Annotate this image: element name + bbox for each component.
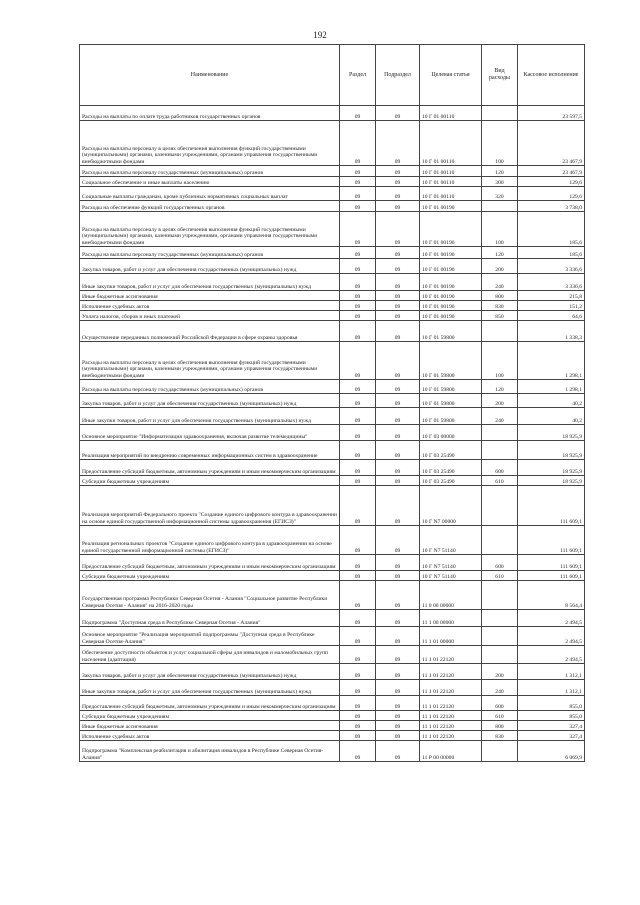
cell-name: Реализация региональных проектов "Создание единого цифрового контура в здравоохранении на основе единой государственной информационной системы (ЕГИСЗ)" [80,526,340,555]
cell-target: 10 Г 01 00190 [420,201,482,212]
cell-amount: 129,6 [518,187,585,201]
cell-target: 10 Г 01 00190 [420,311,482,321]
header-cash: Кассовое исполнение [518,45,585,106]
cell-target: 11 Р 00 00000 [420,741,482,762]
cell-target: 11 1 01 22120 [420,664,482,680]
cell-subsection: 09 [376,321,420,342]
cell-type: 600 [482,696,518,711]
cell-amount: 1 312,1 [518,680,585,696]
cell-type [482,581,518,610]
cell-section: 09 [340,201,376,212]
cell-name: Расходы на выплаты персоналу государственных (муниципальных) органов [80,166,340,177]
cell-type: 200 [482,664,518,680]
table-row [80,121,585,166]
cell-section: 09 [340,731,376,741]
cell-type [482,646,518,664]
cell-target: 10 Г 01 59800 [420,321,482,342]
cell-name: Закупка товаров, работ и услуг для обеспечения государственных (муниципальных) нужд [80,664,340,680]
cell-subsection: 09 [376,425,420,441]
cell-amount: 215,8 [518,291,585,301]
table-row [80,627,585,646]
cell-name: Закупка товаров, работ и услуг для обеспечения государственных (муниципальных) нужд [80,259,340,274]
table-row [80,380,585,394]
cell-name: Подпрограмма "Комплексная реабилитация и абилитация инвалидов в Республике Северная Осетия-Алания" [80,741,340,762]
cell-section: 09 [340,460,376,476]
cell-amount: 1 298,1 [518,342,585,380]
cell-section: 09 [340,311,376,321]
cell-section: 09 [340,301,376,311]
cell-target: 11 1 01 22120 [420,646,482,664]
header-type: Вид расходы [482,45,518,106]
cell-subsection: 09 [376,711,420,721]
cell-section: 09 [340,721,376,731]
table-row [80,166,585,177]
cell-name: Иные закупки товаров, работ и услуг для обеспечения государственных (муниципальных) нужд [80,408,340,425]
cell-target: 10 Г 01 00110 [420,187,482,201]
table-row [80,711,585,721]
cell-type: 320 [482,187,518,201]
cell-name: Исполнение судебных актов [80,301,340,311]
cell-section: 09 [340,274,376,291]
cell-name: Закупка товаров, работ и услуг для обеспечения государственных (муниципальных) нужд [80,394,340,408]
table-row [80,408,585,425]
cell-section: 09 [340,408,376,425]
cell-section: 09 [340,321,376,342]
cell-section: 09 [340,696,376,711]
cell-type: 120 [482,247,518,259]
cell-type: 200 [482,259,518,274]
cell-target: 10 Г 01 00110 [420,121,482,166]
cell-subsection: 09 [376,441,420,460]
cell-amount: 18 925,9 [518,441,585,460]
table-row [80,342,585,380]
cell-type: 240 [482,680,518,696]
cell-amount: 23 467,9 [518,121,585,166]
cell-amount: 8 564,4 [518,581,585,610]
cell-target: 11 0 00 00000 [420,581,482,610]
cell-section: 09 [340,187,376,201]
table-row [80,201,585,212]
cell-target: 10 Г N7 00000 [420,486,482,526]
cell-name: Расходы на выплаты персоналу государственных (муниципальных) органов [80,247,340,259]
cell-subsection: 09 [376,259,420,274]
cell-section: 09 [340,212,376,247]
table-row [80,696,585,711]
cell-type: 610 [482,571,518,581]
cell-subsection: 09 [376,201,420,212]
cell-target: 10 Г 01 00190 [420,259,482,274]
cell-type: 120 [482,166,518,177]
table-row [80,526,585,555]
cell-amount: 64,6 [518,311,585,321]
cell-section: 09 [340,581,376,610]
cell-section: 09 [340,627,376,646]
cell-name: Обеспечение доступности объектов и услуг социальной сферы для инвалидов и маломобильных групп населения (адаптация) [80,646,340,664]
cell-section: 09 [340,177,376,187]
cell-type [482,425,518,441]
cell-target: 10 Г 01 59800 [420,394,482,408]
table-row [80,646,585,664]
cell-type: 600 [482,555,518,571]
cell-subsection: 09 [376,247,420,259]
cell-target: 11 1 01 00000 [420,627,482,646]
cell-subsection: 09 [376,610,420,627]
cell-section: 09 [340,476,376,486]
cell-subsection: 09 [376,476,420,486]
cell-section: 09 [340,121,376,166]
cell-subsection: 09 [376,627,420,646]
cell-amount: 1 298,1 [518,380,585,394]
cell-amount: 2 494,5 [518,627,585,646]
table-row [80,731,585,741]
cell-amount: 40,2 [518,394,585,408]
cell-section: 09 [340,741,376,762]
cell-type: 100 [482,121,518,166]
cell-section: 09 [340,486,376,526]
cell-name: Расходы на выплаты персоналу в целях обеспечения выполнения функций государственными (муниципальными) органами, казенными учреждениями, органами управления государственными внебюджетными фондами [80,212,340,247]
cell-amount: 3 336,6 [518,259,585,274]
cell-subsection: 09 [376,721,420,731]
cell-subsection: 09 [376,121,420,166]
cell-section: 09 [340,711,376,721]
table-row [80,441,585,460]
cell-amount: 23 597,5 [518,106,585,121]
cell-amount: 185,6 [518,212,585,247]
cell-section: 09 [340,610,376,627]
cell-target: 10 Г 03 00000 [420,425,482,441]
cell-subsection: 09 [376,664,420,680]
cell-target: 10 Г 03 25490 [420,476,482,486]
cell-section: 09 [340,291,376,301]
cell-subsection: 09 [376,741,420,762]
cell-section: 09 [340,526,376,555]
cell-amount: 129,6 [518,177,585,187]
cell-amount: 855,0 [518,711,585,721]
cell-subsection: 09 [376,394,420,408]
cell-type [482,526,518,555]
cell-subsection: 09 [376,696,420,711]
table-row [80,555,585,571]
header-section: Раздел [340,45,376,106]
cell-name: Предоставление субсидий бюджетным, автономным учреждениям и иным некоммерческим организациям [80,555,340,571]
cell-name: Иные закупки товаров, работ и услуг для обеспечения государственных (муниципальных) нужд [80,680,340,696]
table-row [80,721,585,731]
cell-target: 10 Г 01 59800 [420,408,482,425]
cell-section: 09 [340,664,376,680]
cell-amount: 18 925,9 [518,460,585,476]
cell-type [482,321,518,342]
table-row [80,291,585,301]
table-row [80,311,585,321]
cell-type [482,741,518,762]
cell-amount: 111 609,1 [518,571,585,581]
cell-type [482,106,518,121]
header-row [80,45,585,106]
cell-name: Субсидии бюджетным учреждениям [80,711,340,721]
cell-section: 09 [340,555,376,571]
cell-name: Предоставление субсидий бюджетным, автономным учреждениям и иным некоммерческим организациям [80,696,340,711]
cell-target: 10 Г N7 51140 [420,571,482,581]
cell-amount: 1 312,1 [518,664,585,680]
cell-subsection: 09 [376,408,420,425]
cell-type [482,610,518,627]
cell-type [482,486,518,526]
cell-name: Социальные выплаты гражданам, кроме публичных нормативных социальных выплат [80,187,340,201]
cell-target: 10 Г 01 00110 [420,106,482,121]
cell-subsection: 09 [376,177,420,187]
table-row [80,259,585,274]
cell-type: 300 [482,177,518,187]
cell-section: 09 [340,259,376,274]
cell-type: 240 [482,408,518,425]
cell-type: 850 [482,311,518,321]
cell-target: 11 1 01 22120 [420,696,482,711]
cell-section: 09 [340,441,376,460]
cell-subsection: 09 [376,460,420,476]
page-number: 192 [313,30,327,40]
cell-name: Основное мероприятие "Реализация мероприятий подпрограммы "Доступная среда в Республике Северная Осетия-Алания" [80,627,340,646]
cell-target: 10 Г 01 00110 [420,166,482,177]
cell-section: 09 [340,425,376,441]
cell-target: 10 Г 01 59800 [420,380,482,394]
cell-amount: 3 336,6 [518,274,585,291]
header-name: Наименование [80,45,340,106]
cell-target: 10 Г 01 59800 [420,342,482,380]
cell-target: 10 Г 01 00190 [420,212,482,247]
cell-name: Предоставление субсидий бюджетным, автономным учреждениям и иным некоммерческим организациям [80,460,340,476]
cell-section: 09 [340,247,376,259]
cell-amount: 18 925,9 [518,425,585,441]
cell-amount: 2 494,5 [518,646,585,664]
cell-type: 200 [482,394,518,408]
cell-target: 10 Г 03 25490 [420,441,482,460]
cell-name: Расходы на выплаты персоналу в целях обеспечения выполнения функций государственными (муниципальными) органами, казенными учреждениями, органами управления государственными внебюджетными фондами [80,121,340,166]
table-row [80,476,585,486]
cell-amount: 3 738,0 [518,201,585,212]
cell-section: 09 [340,342,376,380]
cell-subsection: 09 [376,291,420,301]
table-row [80,212,585,247]
cell-section: 09 [340,380,376,394]
cell-name: Расходы на выплаты персоналу государственных (муниципальных) органов [80,380,340,394]
cell-subsection: 09 [376,311,420,321]
table-body [80,106,585,762]
cell-amount: 111 609,1 [518,555,585,571]
cell-section: 09 [340,571,376,581]
cell-amount: 185,6 [518,247,585,259]
cell-type: 600 [482,460,518,476]
cell-type: 800 [482,291,518,301]
table-row [80,177,585,187]
cell-target: 10 Г 03 25490 [420,460,482,476]
cell-name: Реализация мероприятий Федерального проекта "Создание единого цифрового контура в здравоохранении на основе единой государственной информационной системы здравоохранения (ЕГИСЗ)" [80,486,340,526]
cell-amount: 40,2 [518,408,585,425]
cell-target: 10 Г 01 00110 [420,177,482,187]
cell-target: 11 1 01 22120 [420,680,482,696]
cell-target: 11 1 01 22120 [420,731,482,741]
cell-section: 09 [340,166,376,177]
table-row [80,274,585,291]
cell-name: Реализация мероприятий по внедрению современных информационных систем в здравоохранение [80,441,340,460]
cell-subsection: 09 [376,380,420,394]
cell-type: 610 [482,711,518,721]
cell-subsection: 09 [376,106,420,121]
cell-subsection: 09 [376,526,420,555]
table-row [80,106,585,121]
cell-type: 830 [482,301,518,311]
cell-target: 10 Г N7 51140 [420,555,482,571]
cell-amount: 111 609,1 [518,526,585,555]
cell-target: 11 1 00 00000 [420,610,482,627]
cell-subsection: 09 [376,187,420,201]
cell-type [482,201,518,212]
cell-amount: 1 338,3 [518,321,585,342]
table-row [80,581,585,610]
cell-amount: 18 925,9 [518,476,585,486]
cell-target: 10 Г 01 00190 [420,291,482,301]
cell-type: 610 [482,476,518,486]
cell-subsection: 09 [376,680,420,696]
cell-name: Уплата налогов, сборов и иных платежей [80,311,340,321]
cell-amount: 327,4 [518,721,585,731]
cell-section: 09 [340,394,376,408]
cell-subsection: 09 [376,555,420,571]
cell-amount: 327,4 [518,731,585,741]
cell-name: Исполнение судебных актов [80,731,340,741]
table-row [80,571,585,581]
cell-type: 800 [482,721,518,731]
cell-target: 10 Г 01 00190 [420,247,482,259]
cell-subsection: 09 [376,571,420,581]
cell-type [482,627,518,646]
cell-name: Подпрограмма "Доступная среда в Республике Северная Осетия - Алания" [80,610,340,627]
cell-amount: 111 609,1 [518,486,585,526]
table-row [80,741,585,762]
cell-amount: 855,0 [518,696,585,711]
table-row [80,610,585,627]
cell-type: 100 [482,342,518,380]
cell-name: Иные бюджетные ассигнования [80,721,340,731]
cell-amount: 151,2 [518,301,585,311]
cell-name: Социальное обеспечение и иные выплаты населению [80,177,340,187]
table-row [80,187,585,201]
cell-name: Осуществление переданных полномочий Российской Федерации в сфере охраны здоровья [80,321,340,342]
cell-target: 10 Г 01 00190 [420,301,482,311]
cell-target: 11 1 01 22120 [420,721,482,731]
cell-subsection: 09 [376,342,420,380]
cell-type: 100 [482,212,518,247]
table-row [80,664,585,680]
cell-type: 120 [482,380,518,394]
cell-subsection: 09 [376,646,420,664]
cell-name: Иные закупки товаров, работ и услуг для обеспечения государственных (муниципальных) нужд [80,274,340,291]
cell-section: 09 [340,106,376,121]
cell-name: Основное мероприятие "Информатизация здравоохранения, включая развитие телемедицины" [80,425,340,441]
cell-target: 10 Г N7 51140 [420,526,482,555]
cell-name: Субсидии бюджетным учреждениям [80,476,340,486]
cell-name: Субсидии бюджетным учреждениям [80,571,340,581]
cell-name: Расходы на выплаты по оплате труда работников государственных органов [80,106,340,121]
table-row [80,486,585,526]
cell-subsection: 09 [376,166,420,177]
cell-subsection: 09 [376,274,420,291]
table-row [80,247,585,259]
cell-section: 09 [340,646,376,664]
cell-name: Государственная программа Республики Северная Осетия - Алания "Социальное развитие Республики Северная Осетия - Алания" на 2016-2020 годы [80,581,340,610]
cell-name: Расходы на выплаты персоналу в целях обеспечения выполнения функций государственными (муниципальными) органами, казенными учреждениями, органами управления государственными внебюджетными фондами [80,342,340,380]
cell-type: 830 [482,731,518,741]
cell-section: 09 [340,680,376,696]
table-row [80,394,585,408]
table-row [80,301,585,311]
cell-amount: 2 494,5 [518,610,585,627]
header-target: Целевая статья [420,45,482,106]
cell-subsection: 09 [376,486,420,526]
table-row [80,680,585,696]
cell-subsection: 09 [376,581,420,610]
table-row [80,321,585,342]
cell-name: Расходы на обеспечение функций государственных органов [80,201,340,212]
cell-target: 10 Г 01 00190 [420,274,482,291]
cell-type [482,441,518,460]
header-subsection: Подраздел [376,45,420,106]
table-row [80,425,585,441]
cell-subsection: 09 [376,731,420,741]
cell-amount: 23 467,9 [518,166,585,177]
cell-subsection: 09 [376,212,420,247]
cell-name: Иные бюджетные ассигнования [80,291,340,301]
cell-subsection: 09 [376,301,420,311]
cell-type: 240 [482,274,518,291]
budget-table [79,44,585,762]
cell-target: 11 1 01 22120 [420,711,482,721]
cell-amount: 6 069,9 [518,741,585,762]
table-row [80,460,585,476]
